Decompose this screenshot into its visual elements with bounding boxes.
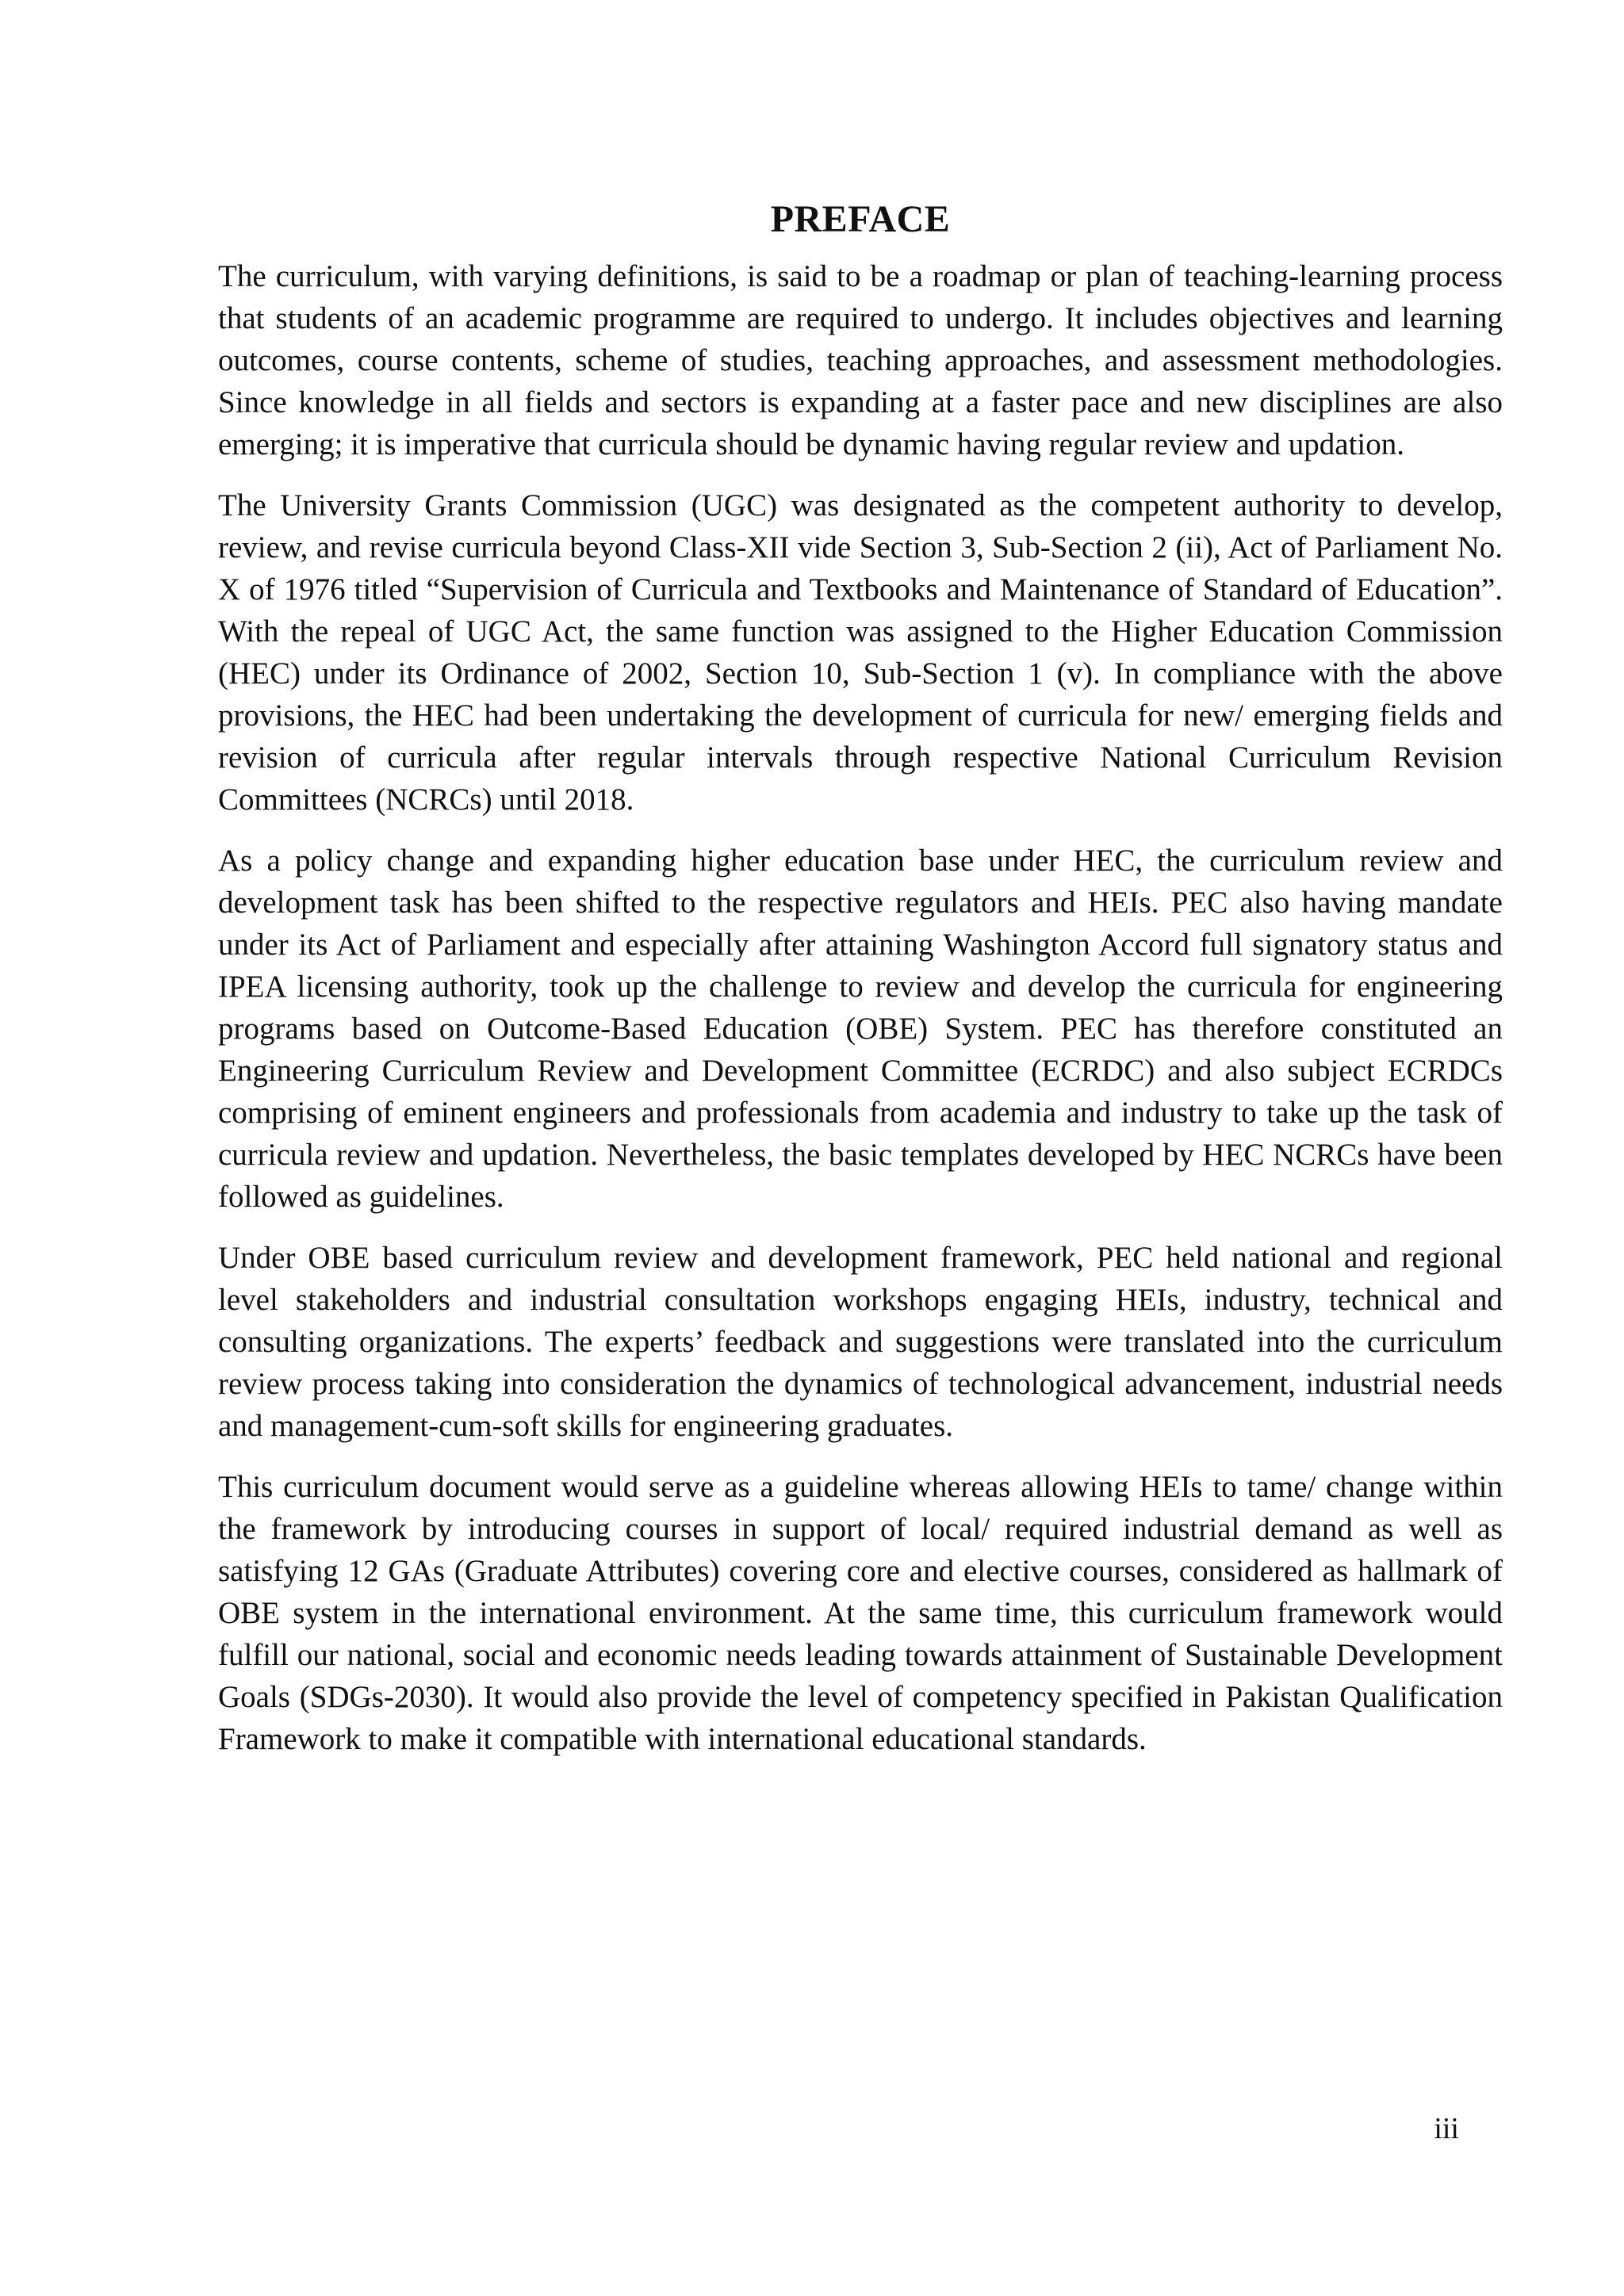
paragraph-2: The University Grants Commission (UGC) was designated as the competent authority to develop, review, and revise curricula beyond Class-XII vide Section 3, Sub-Section 2 (ii), Act of Parliament No. X of 1976 titled “Supervision of Curricula and Textbooks and Maintenance of Standard of Education”. With the repeal of UGC Act, the same function was assigned to the Higher Education Commission (HEC) under its Ordinance of 2002, Section 10, Sub-Section 1 (v). In compliance with the above provisions, the HEC had been undertaking the development of curricula for new/ emerging fields and revision of curricula after regular intervals through respective National Curriculum Revision Committees (NCRCs) until 2018.: [218, 488, 1503, 817]
paragraph-1: The curriculum, with varying definitions, is said to be a roadmap or plan of teaching-learning process that students of an academic programme are required to undergo. It includes objectives and learning outcomes, course contents, scheme of studies, teaching approaches, and assessment methodologies. Since knowledge in all fields and sectors is expanding at a faster pace and new disciplines are also emerging; it is imperative that curricula should be dynamic having regular review and updation.: [218, 259, 1503, 461]
paragraph-5: This curriculum document would serve as a guideline whereas allowing HEIs to tame/ change within the framework by introducing courses in support of local/ required industrial demand as well as satisfying 12 GAs (Graduate Attributes) covering core and elective courses, considered as hallmark of OBE system in the international environment. At the same time, this curriculum framework would fulfill our national, social and economic needs leading towards attainment of Sustainable Development Goals (SDGs-2030). It would also provide the level of competency specified in Pakistan Qualification Framework to make it compatible with international educational standards.: [218, 1470, 1503, 1756]
page-title: PREFACE: [770, 198, 951, 240]
paragraph-4: Under OBE based curriculum review and development framework, PEC held national and regional level stakeholders and industrial consultation workshops engaging HEIs, industry, technical and consulting organizations. The experts’ feedback and suggestions were translated into the curriculum review process taking into consideration the dynamics of technological advancement, industrial needs and management-cum-soft skills for engineering graduates.: [218, 1241, 1503, 1443]
page-number: iii: [1434, 2112, 1459, 2145]
paragraph-3: As a policy change and expanding higher education base under HEC, the curriculum review and development task has been shifted to the respective regulators and HEIs. PEC also having mandate under its Act of Parliament and especially after attaining Washington Accord full signatory status and IPEA licensing authority, took up the challenge to review and develop the curricula for engineering programs based on Outcome-Based Education (OBE) System. PEC has therefore constituted an Engineering Curriculum Review and Development Committee (ECRDC) and also subject ECRDCs comprising of eminent engineers and professionals from academia and industry to take up the task of curricula review and updation. Nevertheless, the basic templates developed by HEC NCRCs have been followed as guidelines.: [218, 844, 1503, 1214]
page-content: [218, 195, 1503, 1779]
